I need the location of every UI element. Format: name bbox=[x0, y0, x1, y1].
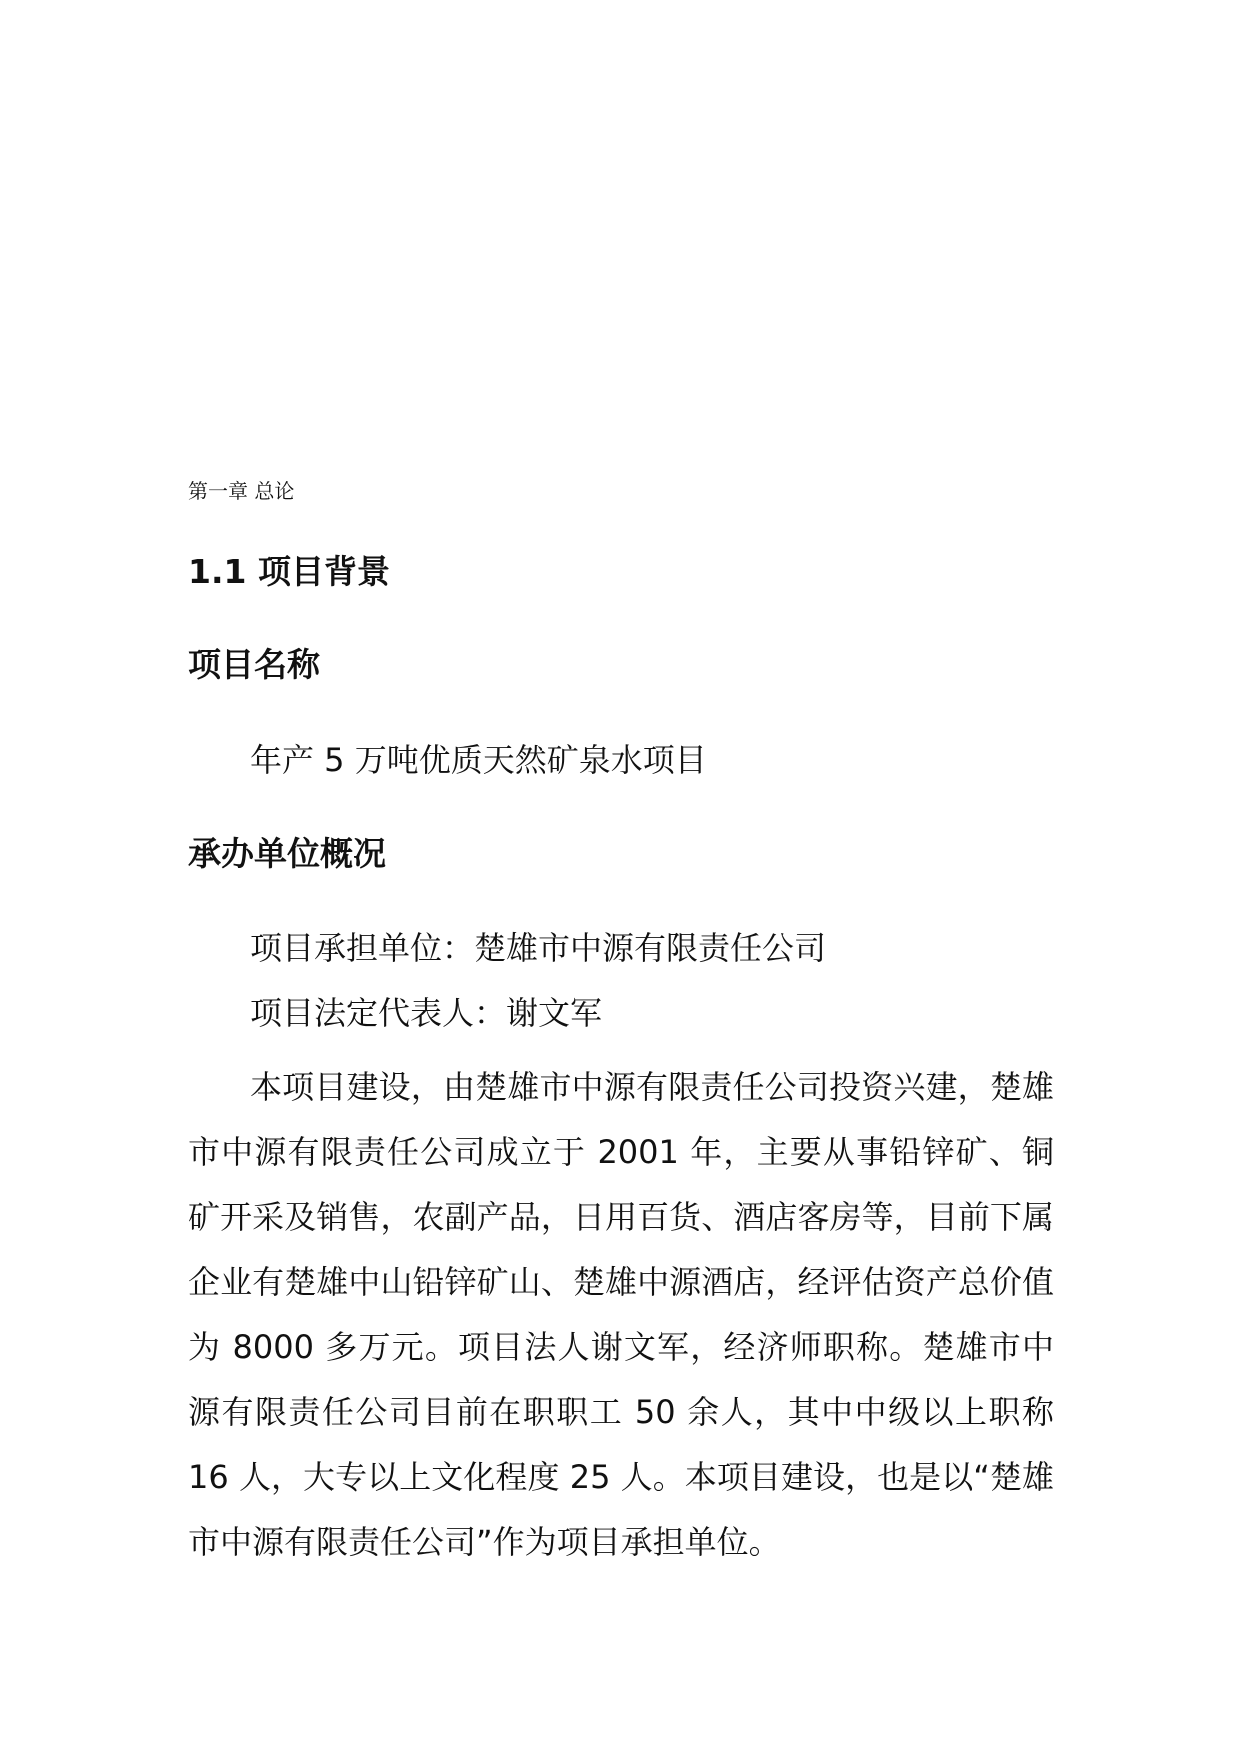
unit-overview-heading: 承办单位概况 bbox=[188, 834, 386, 873]
project-name-heading: 项目名称 bbox=[188, 645, 320, 684]
project-owner-line: 项目承担单位：楚雄市中源有限责任公司 bbox=[250, 929, 827, 967]
chapter-label: 第一章 总论 bbox=[188, 479, 295, 503]
legal-representative-line: 项目法定代表人：谢文军 bbox=[250, 994, 603, 1032]
project-name-text: 年产 5 万吨优质天然矿泉水项目 bbox=[250, 741, 707, 779]
unit-overview-paragraph: 本项目建设，由楚雄市中源有限责任公司投资兴建，楚雄市中源有限责任公司成立于 2001 年，主要从事铅锌矿、铜矿开采及销售，农副产品，日用百货、酒店客房等，目前下属企业有楚雄中山铅锌矿山、楚雄中源酒店，经评估资产总价值为 8000 多万元。项目法人谢文军，经济师职称。楚雄市中源有限责任公司目前在职职工 50 余人，其中中级以上职称 16 人，大专以上文化程度 25 人。本项目建设，也是以“楚雄市中源有限责任公司”作为项目承担单位。 bbox=[188, 1068, 1054, 1561]
section-heading: 1.1 项目背景 bbox=[188, 552, 390, 591]
